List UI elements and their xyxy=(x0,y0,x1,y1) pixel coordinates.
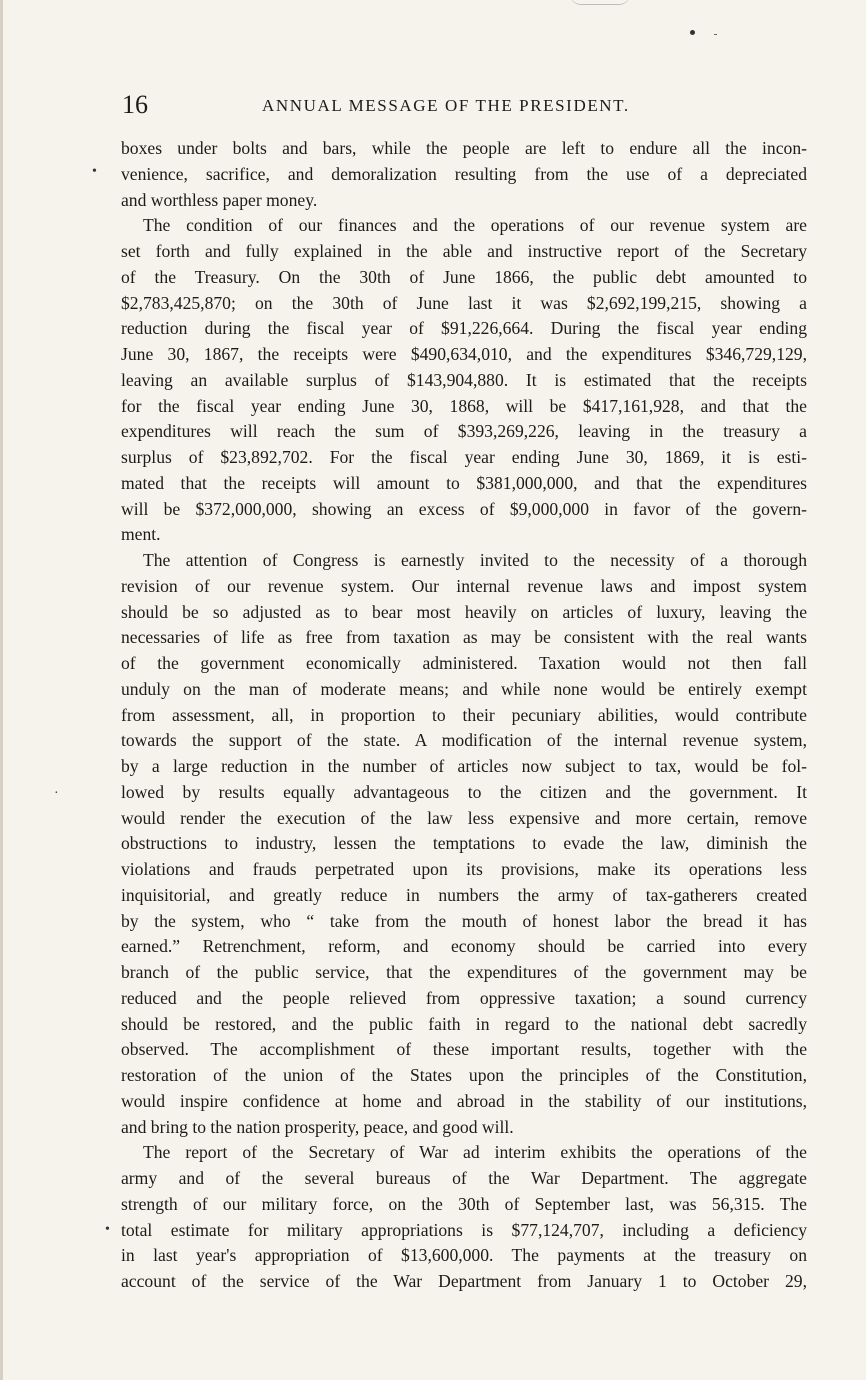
text-line: should be so adjusted as to bear most heavily on articles of luxury, leaving the xyxy=(121,601,807,622)
body-text xyxy=(121,136,807,1295)
text-line: reduced and the people relieved from oppressive taxation; a sound currency xyxy=(121,987,807,1008)
text-line: mated that the receipts will amount to $381,000,000, and that the expenditures xyxy=(121,472,807,493)
page-edge-shadow xyxy=(0,0,3,1380)
text-line: The attention of Congress is earnestly invited to the necessity of a thorough xyxy=(143,550,807,570)
text-line: from assessment, all, in proportion to their pecuniary abilities, would contribute xyxy=(121,704,807,725)
text-line: inquisitorial, and greatly reduce in numbers the army of tax-gatherers created xyxy=(121,884,807,905)
ink-tick-mark xyxy=(714,34,717,35)
text-line: The condition of our finances and the operations of our revenue system are xyxy=(143,215,807,236)
text-line: for the fiscal year ending June 30, 1868, will be $417,161,928, and that the xyxy=(121,395,807,416)
text-line: and bring to the nation prosperity, peace, and good will. xyxy=(121,1116,514,1137)
text-line: account of the service of the War Department from January 1 to October 29, xyxy=(121,1271,807,1291)
text-line: would inspire confidence at home and abroad in the stability of our institutions, xyxy=(121,1090,807,1111)
text-line: expenditures will reach the sum of $393,269,226, leaving in the treasury a xyxy=(121,421,807,442)
text-line: set forth and fully explained in the able and instructive report of the Secretary xyxy=(121,241,807,261)
text-line: should be restored, and the public faith in regard to the national debt sacredly xyxy=(121,1013,807,1034)
text-line: total estimate for military appropriations is $77,124,707, including a deficiency xyxy=(121,1219,807,1240)
text-line: by the system, who “ take from the mouth of honest labor the bread it has xyxy=(121,910,807,931)
text-line: in last year's appropriation of $13,600,000. The payments at the treasury on xyxy=(121,1245,807,1266)
text-line: ment. xyxy=(121,524,161,545)
text-line: by a large reduction in the number of articles now subject to tax, would be fol- xyxy=(121,756,807,776)
text-line: branch of the public service, that the expenditures of the government may be xyxy=(121,962,807,982)
running-title: ANNUAL MESSAGE OF THE PRESIDENT. xyxy=(262,96,630,115)
text-line: June 30, 1867, the receipts were $490,634,010, and the expenditures $346,729,129, xyxy=(121,344,807,364)
text-line: venience, sacrifice, and demoralization resulting from the use of a depreciated xyxy=(121,163,807,184)
text-line: observed. The accomplishment of these important results, together with the xyxy=(121,1039,807,1060)
text-line: reduction during the fiscal year of $91,226,664. During the fiscal year ending xyxy=(121,318,807,339)
margin-mark: • xyxy=(92,164,97,179)
text-line: earned.” Retrenchment, reform, and economy should be carried into every xyxy=(121,936,807,957)
text-line: unduly on the man of moderate means; and while none would be entirely exempt xyxy=(121,678,807,699)
text-line: violations and frauds perpetrated upon its provisions, make its operations less xyxy=(121,859,807,879)
text-line: of the government economically administered. Taxation would not then fall xyxy=(121,653,807,673)
margin-dot: · xyxy=(54,786,59,801)
text-line: strength of our military force, on the 30th of September last, was 56,315. The xyxy=(121,1193,807,1214)
text-line: leaving an available surplus of $143,904,880. It is estimated that the receipts xyxy=(121,369,807,390)
text-line: boxes under bolts and bars, while the people are left to endure all the incon- xyxy=(121,138,807,158)
ink-dot-mark xyxy=(690,30,695,35)
text-line: would render the execution of the law less expensive and more certain, remove xyxy=(121,807,807,828)
text-line: obstructions to industry, lessen the temptations to evade the law, diminish the xyxy=(121,833,807,854)
scan-mark xyxy=(570,0,630,5)
text-line: restoration of the union of the States upon the principles of the Constitution, xyxy=(121,1065,807,1085)
text-line: will be $372,000,000, showing an excess of $9,000,000 in favor of the govern- xyxy=(121,498,807,519)
text-line: towards the support of the state. A modification of the internal revenue system, xyxy=(121,730,807,751)
text-line: and worthless paper money. xyxy=(121,189,318,210)
text-line: lowed by results equally advantageous to the citizen and the government. It xyxy=(121,781,807,802)
text-line: of the Treasury. On the 30th of June 1866, the public debt amounted to xyxy=(121,266,807,287)
text-line: surplus of $23,892,702. For the fiscal year ending June 30, 1869, it is esti- xyxy=(121,447,807,467)
text-line: revision of our revenue system. Our internal revenue laws and impost system xyxy=(121,575,807,596)
text-line: necessaries of life as free from taxation as may be consistent with the real wants xyxy=(121,627,807,648)
text-line: The report of the Secretary of War ad interim exhibits the operations of the xyxy=(143,1142,807,1163)
text-line: army and of the several bureaus of the War Department. The aggregate xyxy=(121,1168,807,1188)
text-line: $2,783,425,870; on the 30th of June last it was $2,692,199,215, showing a xyxy=(121,292,807,313)
margin-mark: • xyxy=(105,1222,110,1237)
page-header xyxy=(122,88,806,122)
page-number: 16 xyxy=(122,90,148,119)
